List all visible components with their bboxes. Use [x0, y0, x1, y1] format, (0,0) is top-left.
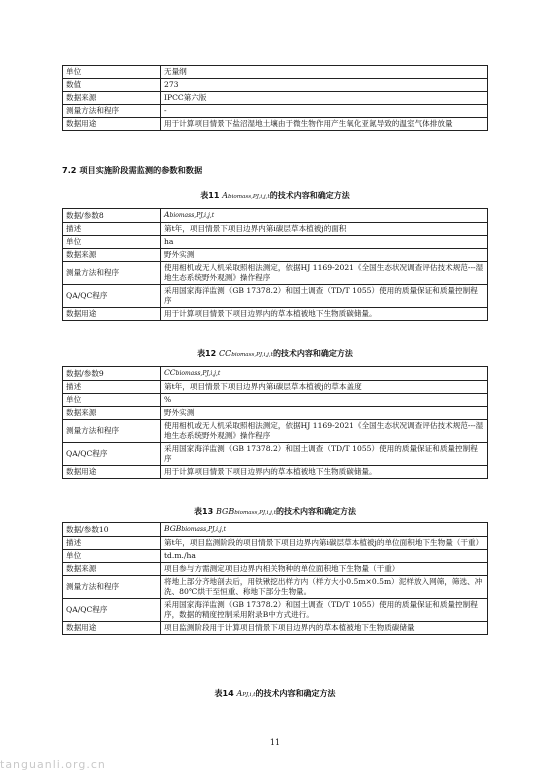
row-key: 数据/参数8 [63, 209, 161, 223]
row-key: 数据来源 [63, 407, 161, 420]
row-key: 单位 [63, 394, 161, 407]
row-key: 测量方法和程序 [63, 420, 161, 443]
row-value: 第t年，项目情景下项目边界内第i碳层草本植被j的面积 [161, 223, 488, 236]
row-value: 将地上部分齐地剖去后，用铁锹挖出样方内（样方大小0.5m×0.5m）泥样放入网筛，筛选、冲洗、80℃烘干至恒重、称地下部分生物量。 [161, 576, 488, 599]
table-row [63, 394, 488, 407]
table-row [63, 367, 488, 381]
section-heading: 7.2 项目实施阶段需监测的参数和数据 [62, 165, 203, 175]
param-symbol: BGBbiomass,PJ,i,j,t [161, 523, 488, 537]
row-value: td.m./ha [161, 550, 488, 563]
table-row [63, 407, 488, 420]
table-row [63, 550, 488, 563]
row-key: 数据来源 [63, 92, 161, 105]
row-value: 野外实测 [161, 407, 488, 420]
row-value: 用于计算项目情景下盐沼湿地土壤由于微生物作用产生氧化亚氮导致的温室气体排放量 [161, 118, 488, 131]
row-value: 第t年，项目情景下项目边界内第i碳层草本植被j的草本盖度 [161, 381, 488, 394]
row-key: 单位 [63, 66, 161, 79]
table-row [63, 223, 488, 236]
row-value: IPCC第六版 [161, 92, 488, 105]
table-row [63, 285, 488, 308]
table-row [63, 308, 488, 321]
row-key: 数据用途 [63, 118, 161, 131]
row-key: 数据/参数10 [63, 523, 161, 537]
table-caption: 表11 Abiomass,PJ,i,j,t的技术内容和确定方法 [200, 191, 350, 200]
table-row [63, 209, 488, 223]
table-row [63, 466, 488, 479]
table-coverage-param [62, 366, 488, 479]
table-row [63, 443, 488, 466]
table-row [63, 92, 488, 105]
row-key: QA/QC程序 [63, 443, 161, 466]
row-value: 项目监测阶段用于计算项目情景下项目边界内的草本植被地下生物质碳储量 [161, 622, 488, 635]
table-caption: 表14 APJ,i,t的技术内容和确定方法 [214, 689, 336, 698]
row-value: % [161, 394, 488, 407]
table-row [63, 381, 488, 394]
row-value: 用于计算项目情景下项目边界内的草本植被地下生物质碳储量。 [161, 308, 488, 321]
row-key: 描述 [63, 381, 161, 394]
row-key: 数据来源 [63, 563, 161, 576]
row-value: 用于计算项目情景下项目边界内的草本植被地下生物质碳储量。 [161, 466, 488, 479]
table-row [63, 66, 488, 79]
row-key: QA/QC程序 [63, 285, 161, 308]
table-row [63, 105, 488, 118]
table-row [63, 236, 488, 249]
table-row [63, 262, 488, 285]
table-caption: 表12 CCbiomass,PJ,i,j,t的技术内容和确定方法 [197, 349, 353, 358]
row-value: 使用相机或无人机采取照相法测定，依据HJ 1169-2021《全国生态状况调查评估技术规范---湿地生态系统野外观测》操作程序 [161, 420, 488, 443]
row-value: 野外实测 [161, 249, 488, 262]
row-key: 数值 [63, 79, 161, 92]
row-key: QA/QC程序 [63, 599, 161, 622]
row-key: 测量方法和程序 [63, 105, 161, 118]
row-value: ha [161, 236, 488, 249]
table-n2o-params [62, 65, 488, 131]
row-value: 273 [161, 79, 488, 92]
table-row [63, 599, 488, 622]
row-value: 项目参与方需测定项目边界内相关物种的单位面积地下生物量（干重） [161, 563, 488, 576]
table-row [63, 118, 488, 131]
row-key: 数据用途 [63, 466, 161, 479]
table-row [63, 622, 488, 635]
row-key: 数据用途 [63, 622, 161, 635]
table-row [63, 563, 488, 576]
table-row [63, 537, 488, 550]
page-number: 11 [269, 738, 281, 747]
row-key: 单位 [63, 236, 161, 249]
row-key: 描述 [63, 223, 161, 236]
row-value: 采用国家海洋监测（GB 17378.2）和国土调查（TD/T 1055）使用的质量保证和质量控制程序，数据的精度控制采用附录B中方式进行。 [161, 599, 488, 622]
table-bgb-param [62, 522, 488, 635]
row-key: 测量方法和程序 [63, 262, 161, 285]
row-value: 第t年，项目监测阶段的项目情景下项目边界内第i碳层草本植被j的单位面积地下生物量（干重） [161, 537, 488, 550]
row-value: - [161, 105, 488, 118]
param-symbol: Abiomass,PJ,i,j,t [161, 209, 488, 223]
table-row [63, 523, 488, 537]
row-value: 采用国家海洋监测（GB 17378.2）和国土调查（TD/T 1055）使用的质量保证和质量控制程序 [161, 443, 488, 466]
row-value: 使用相机或无人机采取照相法测定，依据HJ 1169-2021《全国生态状况调查评估技术规范---湿地生态系统野外观测》操作程序 [161, 262, 488, 285]
table-row [63, 79, 488, 92]
table-caption: 表13 BGBbiomass,PJ,i,j,t的技术内容和确定方法 [194, 507, 356, 516]
table-row [63, 420, 488, 443]
row-key: 单位 [63, 550, 161, 563]
table-row [63, 576, 488, 599]
param-symbol: CCbiomass,PJ,i,j,t [161, 367, 488, 381]
table-area-param [62, 208, 488, 321]
row-key: 数据来源 [63, 249, 161, 262]
row-key: 数据用途 [63, 308, 161, 321]
row-value: 采用国家海洋监测（GB 17378.2）和国土调查（TD/T 1055）使用的质量保证和质量控制程序 [161, 285, 488, 308]
row-key: 测量方法和程序 [63, 576, 161, 599]
row-value: 无量纲 [161, 66, 488, 79]
row-key: 数据/参数9 [63, 367, 161, 381]
row-key: 描述 [63, 537, 161, 550]
watermark: tanguanli.org.cn [0, 758, 106, 771]
table-row [63, 249, 488, 262]
